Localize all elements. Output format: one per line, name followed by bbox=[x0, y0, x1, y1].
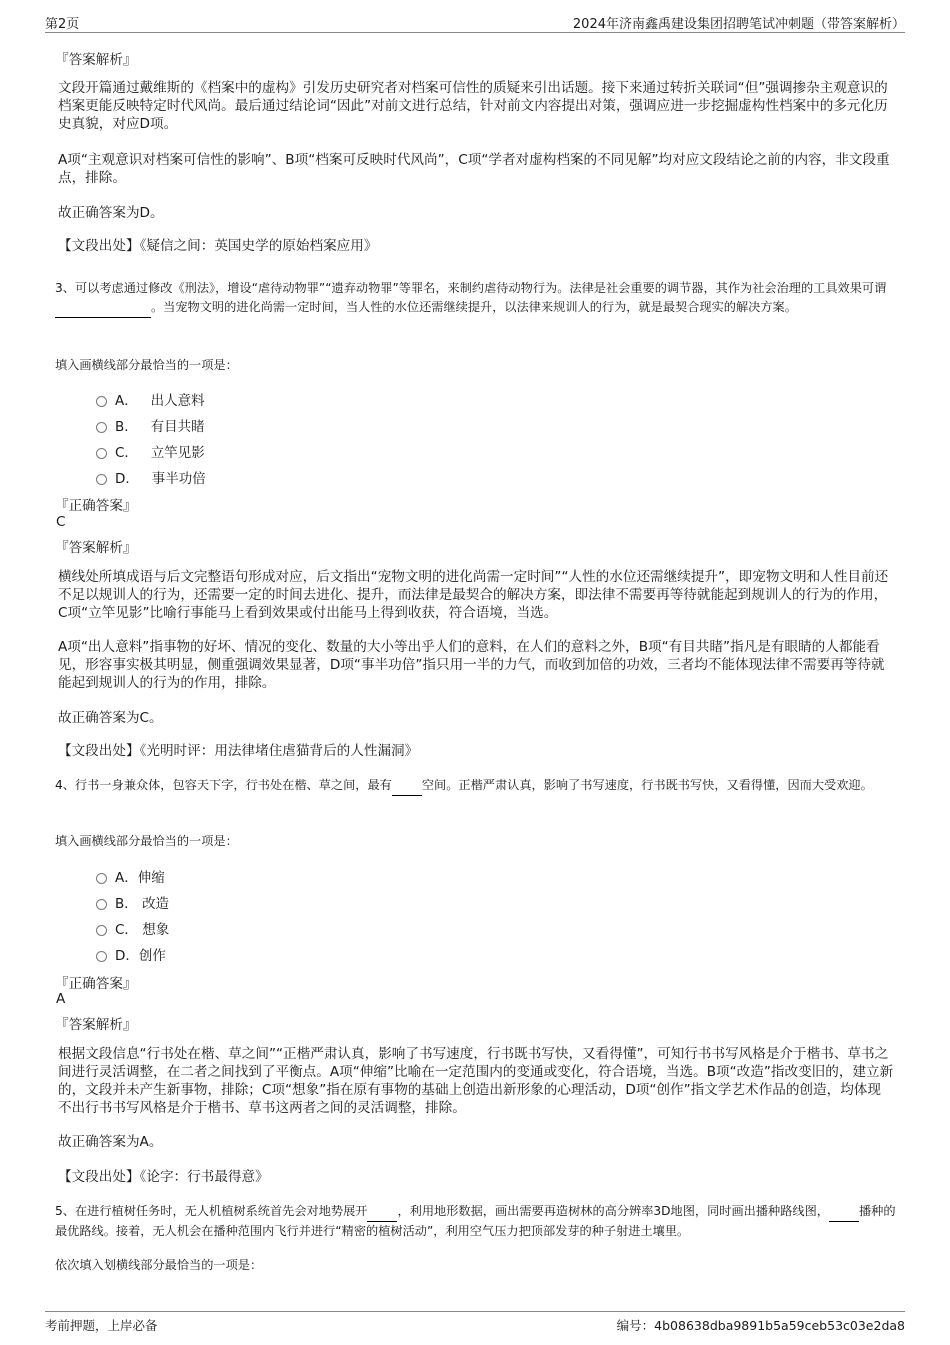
radio-icon[interactable] bbox=[96, 925, 107, 936]
q4-analysis-label: 『答案解析』 bbox=[55, 1017, 137, 1033]
radio-icon[interactable] bbox=[96, 951, 107, 962]
q2-conclusion: 故正确答案为D。 bbox=[58, 205, 164, 221]
page-number: 第2页 bbox=[45, 17, 80, 32]
q4-option-a[interactable]: A．伸缩 bbox=[96, 866, 165, 886]
radio-icon[interactable] bbox=[96, 448, 107, 459]
q3-correct-label: 『正确答案』 bbox=[55, 498, 137, 514]
page-header bbox=[45, 10, 905, 33]
footer-slogan: 考前押题，上岸必备 bbox=[45, 1318, 158, 1333]
q2-analysis-para1: 文段开篇通过戴维斯的《档案中的虚构》引发历史研究者对档案可信性的质疑来引出话题。接下来通过转折关联词“但”强调掺杂主观意识的档案更能反映特定时代风尚。最后通过结论词“因此”对前文进行总结，针对前文内容提出对策，强调应进一步挖掘虚构性档案中的多元化历史真貌，对应D项。 bbox=[58, 80, 888, 132]
q4-question-text: 4、行书一身兼众体，包容天下字，行书处在楷、草之间，最有 空间。正楷严肃认真，影响了书写速度，行书既书写快，又看得懂，因而大受欢迎。 bbox=[55, 776, 897, 796]
q3-option-b[interactable]: B． 有目共睹 bbox=[96, 415, 205, 435]
q2-analysis-para2: A项“主观意识对档案可信性的影响”、B项“档案可反映时代风尚”，C项“学者对虚构档案的不同见解”均对应文段结论之前的内容，非文段重点，排除。 bbox=[58, 152, 890, 186]
q3-analysis-para2: A项“出人意料”指事物的好坏、情况的变化、数量的大小等出乎人们的意料，在人们的意料之外，B项“有目共睹”指凡是有眼睛的人都能看见，形容事实极其明显，侧重强调效果显著，D项“事半功倍”指只用一半的力气，而收到加倍的功效，三者均不能体现法律不需要再等待就能起到规训人的行为的作用，排除。 bbox=[58, 639, 885, 691]
document-title: 2024年济南鑫禹建设集团招聘笔试冲刺题（带答案解析） bbox=[572, 17, 905, 32]
radio-icon[interactable] bbox=[96, 396, 107, 407]
q2-source: 【文段出处】《疑信之间：英国史学的原始档案应用》 bbox=[58, 238, 378, 254]
q3-question-text: 3、可以考虑通过修改《刑法》，增设“虐待动物罪”“遗弃动物罪”等罪名，来制约虐待动物行为。法律是社会重要的调节器，其作为社会治理的工具效果可谓 。当宠物文明的进化尚需一定时间，当人性的水位还需继续提升，以法律来规训人的行为，就是最契合现实的解决方案。 bbox=[55, 279, 897, 318]
q4-option-c[interactable]: C． 想象 bbox=[96, 918, 169, 938]
q3-conclusion: 故正确答案为C。 bbox=[58, 710, 163, 726]
q4-option-b[interactable]: B． 改造 bbox=[96, 892, 169, 912]
radio-icon[interactable] bbox=[96, 873, 107, 884]
q3-source: 【文段出处】《光明时评：用法律堵住虐猫背后的人性漏洞》 bbox=[58, 743, 419, 759]
document-code: 编号：4b08638dba9891b5a59ceb53c03e2da8 bbox=[616, 1318, 905, 1333]
q4-option-d[interactable]: D．创作 bbox=[96, 944, 166, 964]
q5-prompt: 依次填入划横线部分最恰当的一项是： bbox=[55, 1258, 263, 1272]
fill-blank bbox=[392, 776, 422, 796]
page-footer bbox=[45, 1311, 905, 1336]
q3-option-a[interactable]: A． 出人意料 bbox=[96, 389, 205, 409]
q3-option-c[interactable]: C． 立竿见影 bbox=[96, 441, 205, 461]
q3-analysis-para1: 横线处所填成语与后文完整语句形成对应，后文指出“宠物文明的进化尚需一定时间”“人性的水位还需继续提升”，即宠物文明和人性目前还不足以规训人的行为，还需要一定的时间去进化、提升，而法律是最契合的解决方案，即法律不需要再等待就能起到规训人的行为的作用，C项“立竿见影”比喻行事能马上看到效果或付出能马上得到收获，符合语境，当选。 bbox=[58, 569, 889, 621]
radio-icon[interactable] bbox=[96, 474, 107, 485]
fill-blank bbox=[55, 298, 151, 318]
q4-correct-label: 『正确答案』 bbox=[55, 976, 137, 992]
fill-blank bbox=[367, 1202, 397, 1222]
q3-answer: C bbox=[56, 514, 66, 530]
fill-blank bbox=[829, 1202, 859, 1222]
radio-icon[interactable] bbox=[96, 899, 107, 910]
q5-question-text: 5、在进行植树任务时，无人机植树系统首先会对地势展开 ，利用地形数据，画出需要再造树林的高分辨率3D地图，同时画出播种路线图， 播种的最优路线。接着，无人机会在播种范围内飞行并进行“精密的植树活动”，利用空气压力把顶部发芽的种子射进土壤里。 bbox=[55, 1204, 896, 1238]
q4-source: 【文段出处】《论字：行书最得意》 bbox=[58, 1169, 269, 1185]
q2-analysis-label: 『答案解析』 bbox=[55, 52, 137, 68]
q4-analysis-para1: 根据文段信息“行书处在楷、草之间”“正楷严肃认真，影响了书写速度，行书既书写快，又看得懂”，可知行书书写风格是介于楷书、草书之间进行灵活调整，在二者之间找到了平衡点。A项“伸缩”比喻在一定范围内的变通或变化，符合语境，当选。B项“改造”指改变旧的，建立新的，文段并未产生新事物，排除；C项“想象”指在原有事物的基础上创造出新形象的心理活动，D项“创作”指文学艺术作品的创造，均体现不出行书书写风格是介于楷书、草书这两者之间的灵活调整，排除。 bbox=[58, 1046, 894, 1116]
q3-analysis-label: 『答案解析』 bbox=[55, 540, 137, 556]
radio-icon[interactable] bbox=[96, 422, 107, 433]
q4-conclusion: 故正确答案为A。 bbox=[58, 1134, 163, 1150]
q4-prompt: 填入画横线部分最恰当的一项是： bbox=[55, 834, 238, 848]
q3-option-d[interactable]: D． 事半功倍 bbox=[96, 467, 206, 487]
q3-prompt: 填入画横线部分最恰当的一项是： bbox=[55, 358, 238, 372]
q4-answer: A bbox=[56, 991, 66, 1007]
